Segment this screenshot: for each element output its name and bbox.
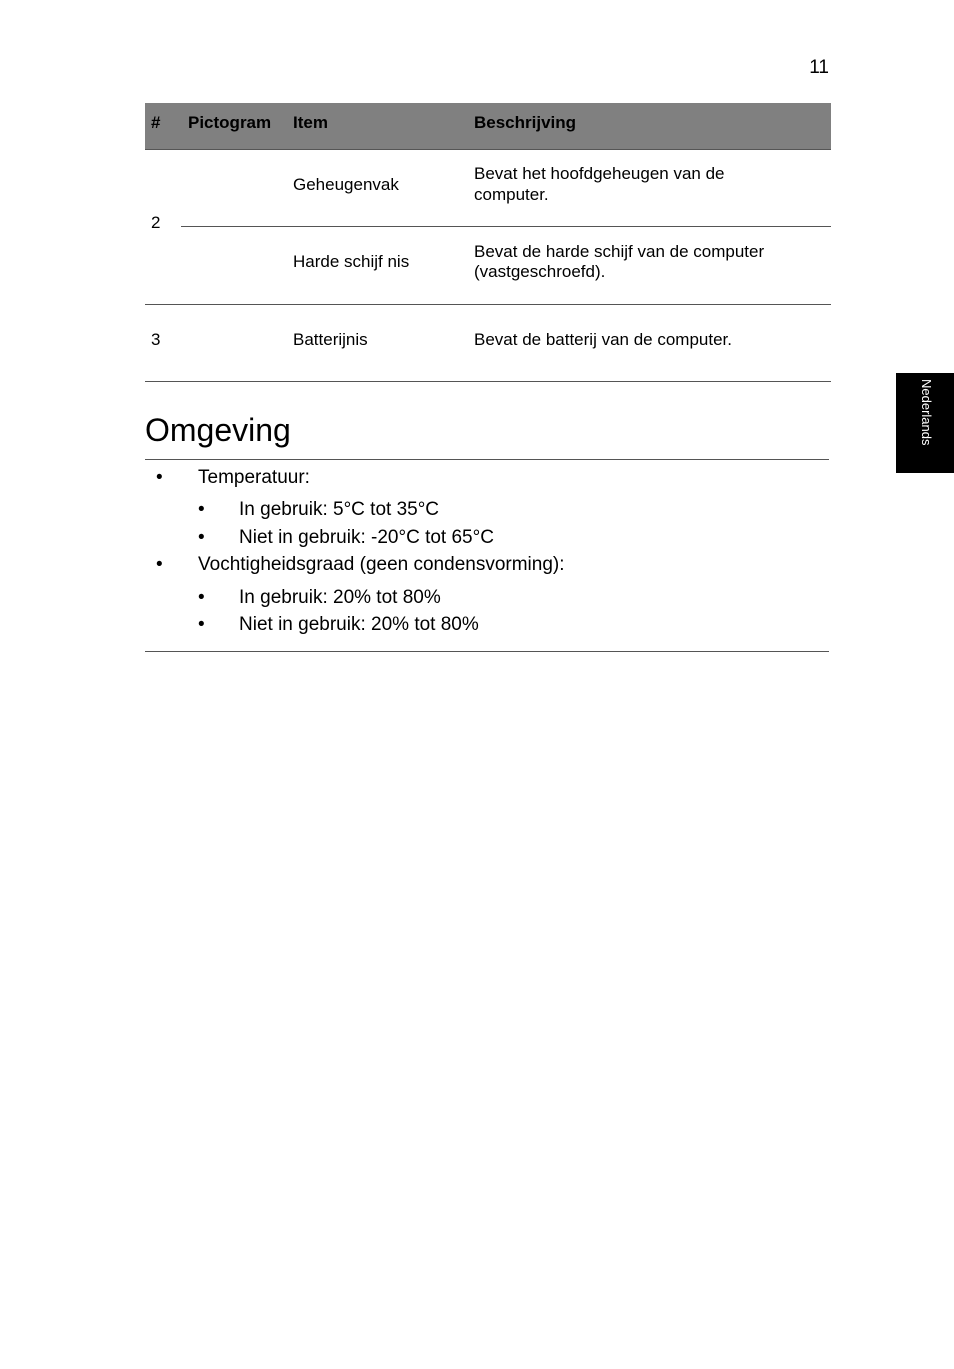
section-top-rule <box>145 459 829 460</box>
bullet-icon: • <box>198 527 205 548</box>
sub-list-item: Niet in gebruik: -20°C tot 65°C <box>239 527 494 548</box>
row-description-line: Bevat de batterij van de computer. <box>474 330 732 349</box>
row-item: Geheugenvak <box>293 175 399 194</box>
sub-list-item: In gebruik: 5°C tot 35°C <box>239 499 440 520</box>
table-header <box>145 103 831 149</box>
row-item: Batterijnis <box>293 330 368 349</box>
language-side-tab <box>896 373 954 473</box>
section-title: Omgeving <box>145 412 291 448</box>
row-description-line: (vastgeschroefd). <box>474 262 606 281</box>
row-number: 3 <box>151 330 161 349</box>
table-bottom-border <box>145 381 831 382</box>
page-number: 11 <box>809 57 829 78</box>
sub-list-item: In gebruik: 20% tot 80% <box>239 587 441 608</box>
header-item: Item <box>293 113 328 132</box>
row-divider <box>145 304 831 305</box>
language-side-tab-label: Nederlands <box>919 379 934 446</box>
table-header-divider <box>145 149 831 150</box>
header-description: Beschrijving <box>474 113 577 132</box>
bullet-icon: • <box>198 587 205 608</box>
row-description-line: computer. <box>474 185 549 204</box>
row-number: 2 <box>151 213 161 232</box>
section-bottom-rule <box>145 651 829 652</box>
header-number: # <box>151 113 161 132</box>
bullet-icon: • <box>198 614 205 635</box>
bullet-icon: • <box>198 499 205 520</box>
row-description-line: Bevat het hoofdgeheugen van de <box>474 164 725 183</box>
list-item: Temperatuur: <box>198 467 310 488</box>
list-item: Vochtigheidsgraad (geen condensvorming): <box>198 554 565 575</box>
row-description-line: Bevat de harde schijf van de computer <box>474 242 765 261</box>
row-divider <box>181 226 831 227</box>
bullet-icon: • <box>156 554 163 575</box>
header-pictogram: Pictogram <box>188 113 272 132</box>
row-item: Harde schijf nis <box>293 252 410 271</box>
sub-list-item: Niet in gebruik: 20% tot 80% <box>239 614 479 635</box>
bullet-icon: • <box>156 467 163 488</box>
